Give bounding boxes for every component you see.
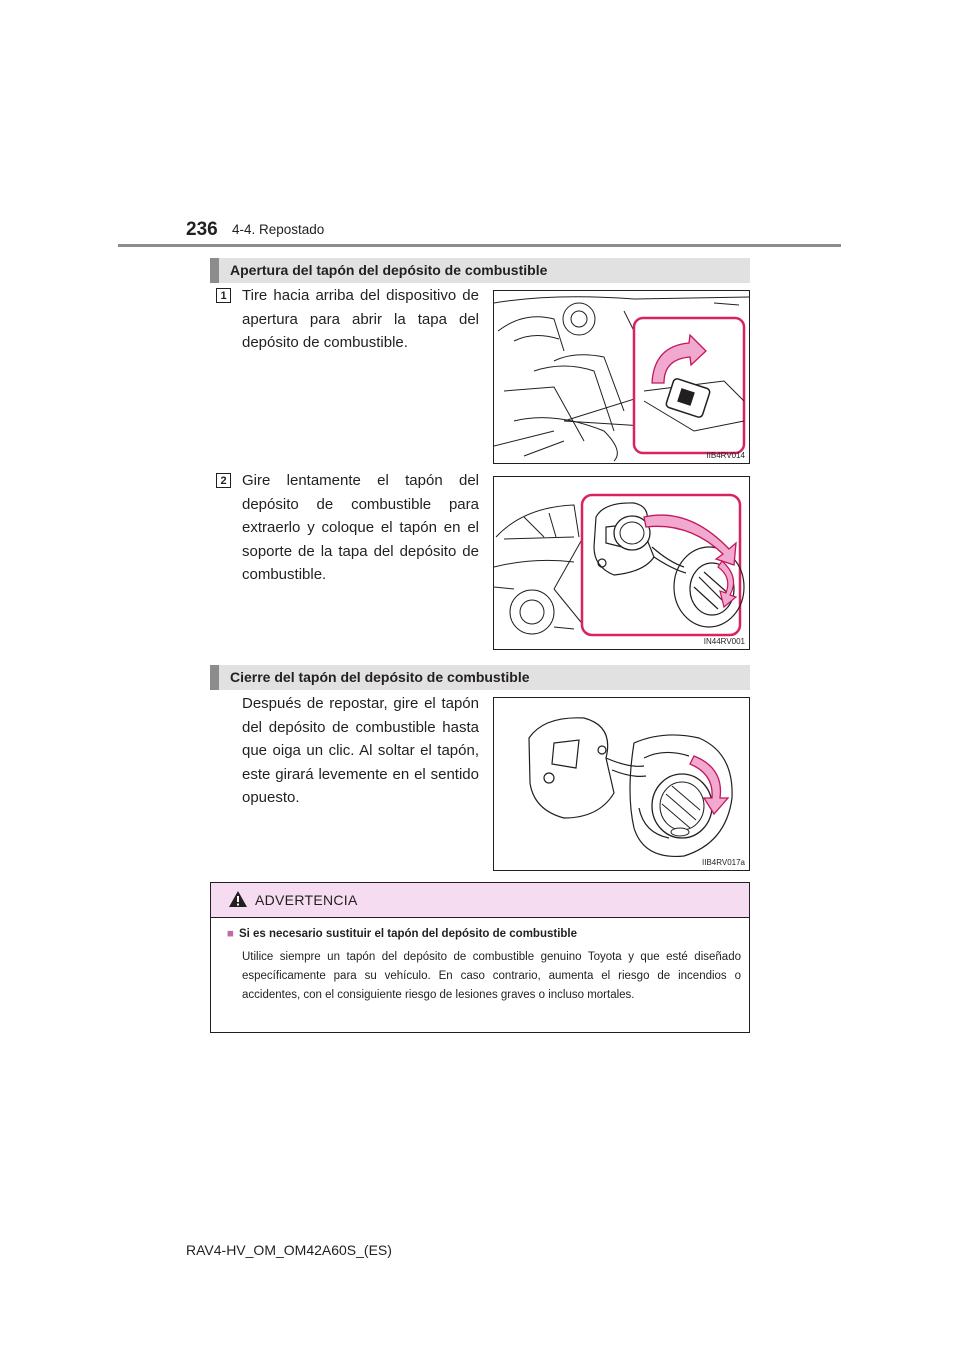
bullet-square-icon: ■ bbox=[227, 928, 234, 940]
warning-text: Utilice siempre un tapón del depósito de combustible genuino Toyota y que esté diseñado específicamente para su vehículo. En caso contrario, aumenta el riesgo de incendios o accidentes, con el consiguiente riesgo de lesiones graves o incluso mortales. bbox=[242, 951, 741, 1001]
figure-fuel-cap-removal bbox=[493, 476, 750, 650]
section-reference: 4-4. Repostado bbox=[232, 222, 325, 237]
heading-open-fuel-cap: Apertura del tapón del depósito de combustible bbox=[210, 258, 750, 283]
page-number: 236 bbox=[186, 219, 218, 240]
document-code: RAV4-HV_OM_OM42A60S_(ES) bbox=[186, 1242, 392, 1258]
step-number-1: 1 bbox=[216, 288, 231, 303]
step-number-2: 2 bbox=[216, 473, 231, 488]
heading-close-fuel-cap: Cierre del tapón del depósito de combustible bbox=[210, 665, 750, 690]
warning-title: ADVERTENCIA bbox=[255, 892, 358, 908]
fuel-cap-closing-illustration bbox=[494, 698, 749, 870]
figure-code-3: IIB4RV017a bbox=[702, 858, 745, 867]
figure-fuel-door-opener bbox=[493, 290, 750, 464]
warning-triangle-icon bbox=[228, 890, 248, 908]
warning-subtitle-text: Si es necesario sustituir el tapón del depósito de combustible bbox=[238, 928, 578, 940]
step-2-text: Gire lentamente el tapón del depósito de combustible para extraerlo y coloque el tapón en el soporte de la tapa del depósito de combustible. bbox=[242, 472, 479, 583]
figure-fuel-cap-closing bbox=[493, 697, 750, 871]
step-1-text: Tire hacia arriba del dispositivo de apertura para abrir la tapa del depósito de combustible. bbox=[242, 287, 479, 351]
fuel-door-opener-illustration bbox=[494, 291, 749, 463]
warning-subtitle bbox=[227, 928, 577, 940]
fuel-cap-removal-illustration bbox=[494, 477, 749, 649]
figure-code-1: IIB4RV014 bbox=[706, 451, 745, 460]
close-instructions-text: Después de repostar, gire el tapón del depósito de combustible hasta que oiga un clic. Al soltar el tapón, este girará levemente en el sentido opuesto. bbox=[242, 695, 479, 806]
warning-header bbox=[211, 883, 749, 918]
warning-box bbox=[210, 882, 750, 1033]
header-rule bbox=[118, 244, 841, 247]
figure-code-2: IN44RV001 bbox=[703, 637, 745, 646]
